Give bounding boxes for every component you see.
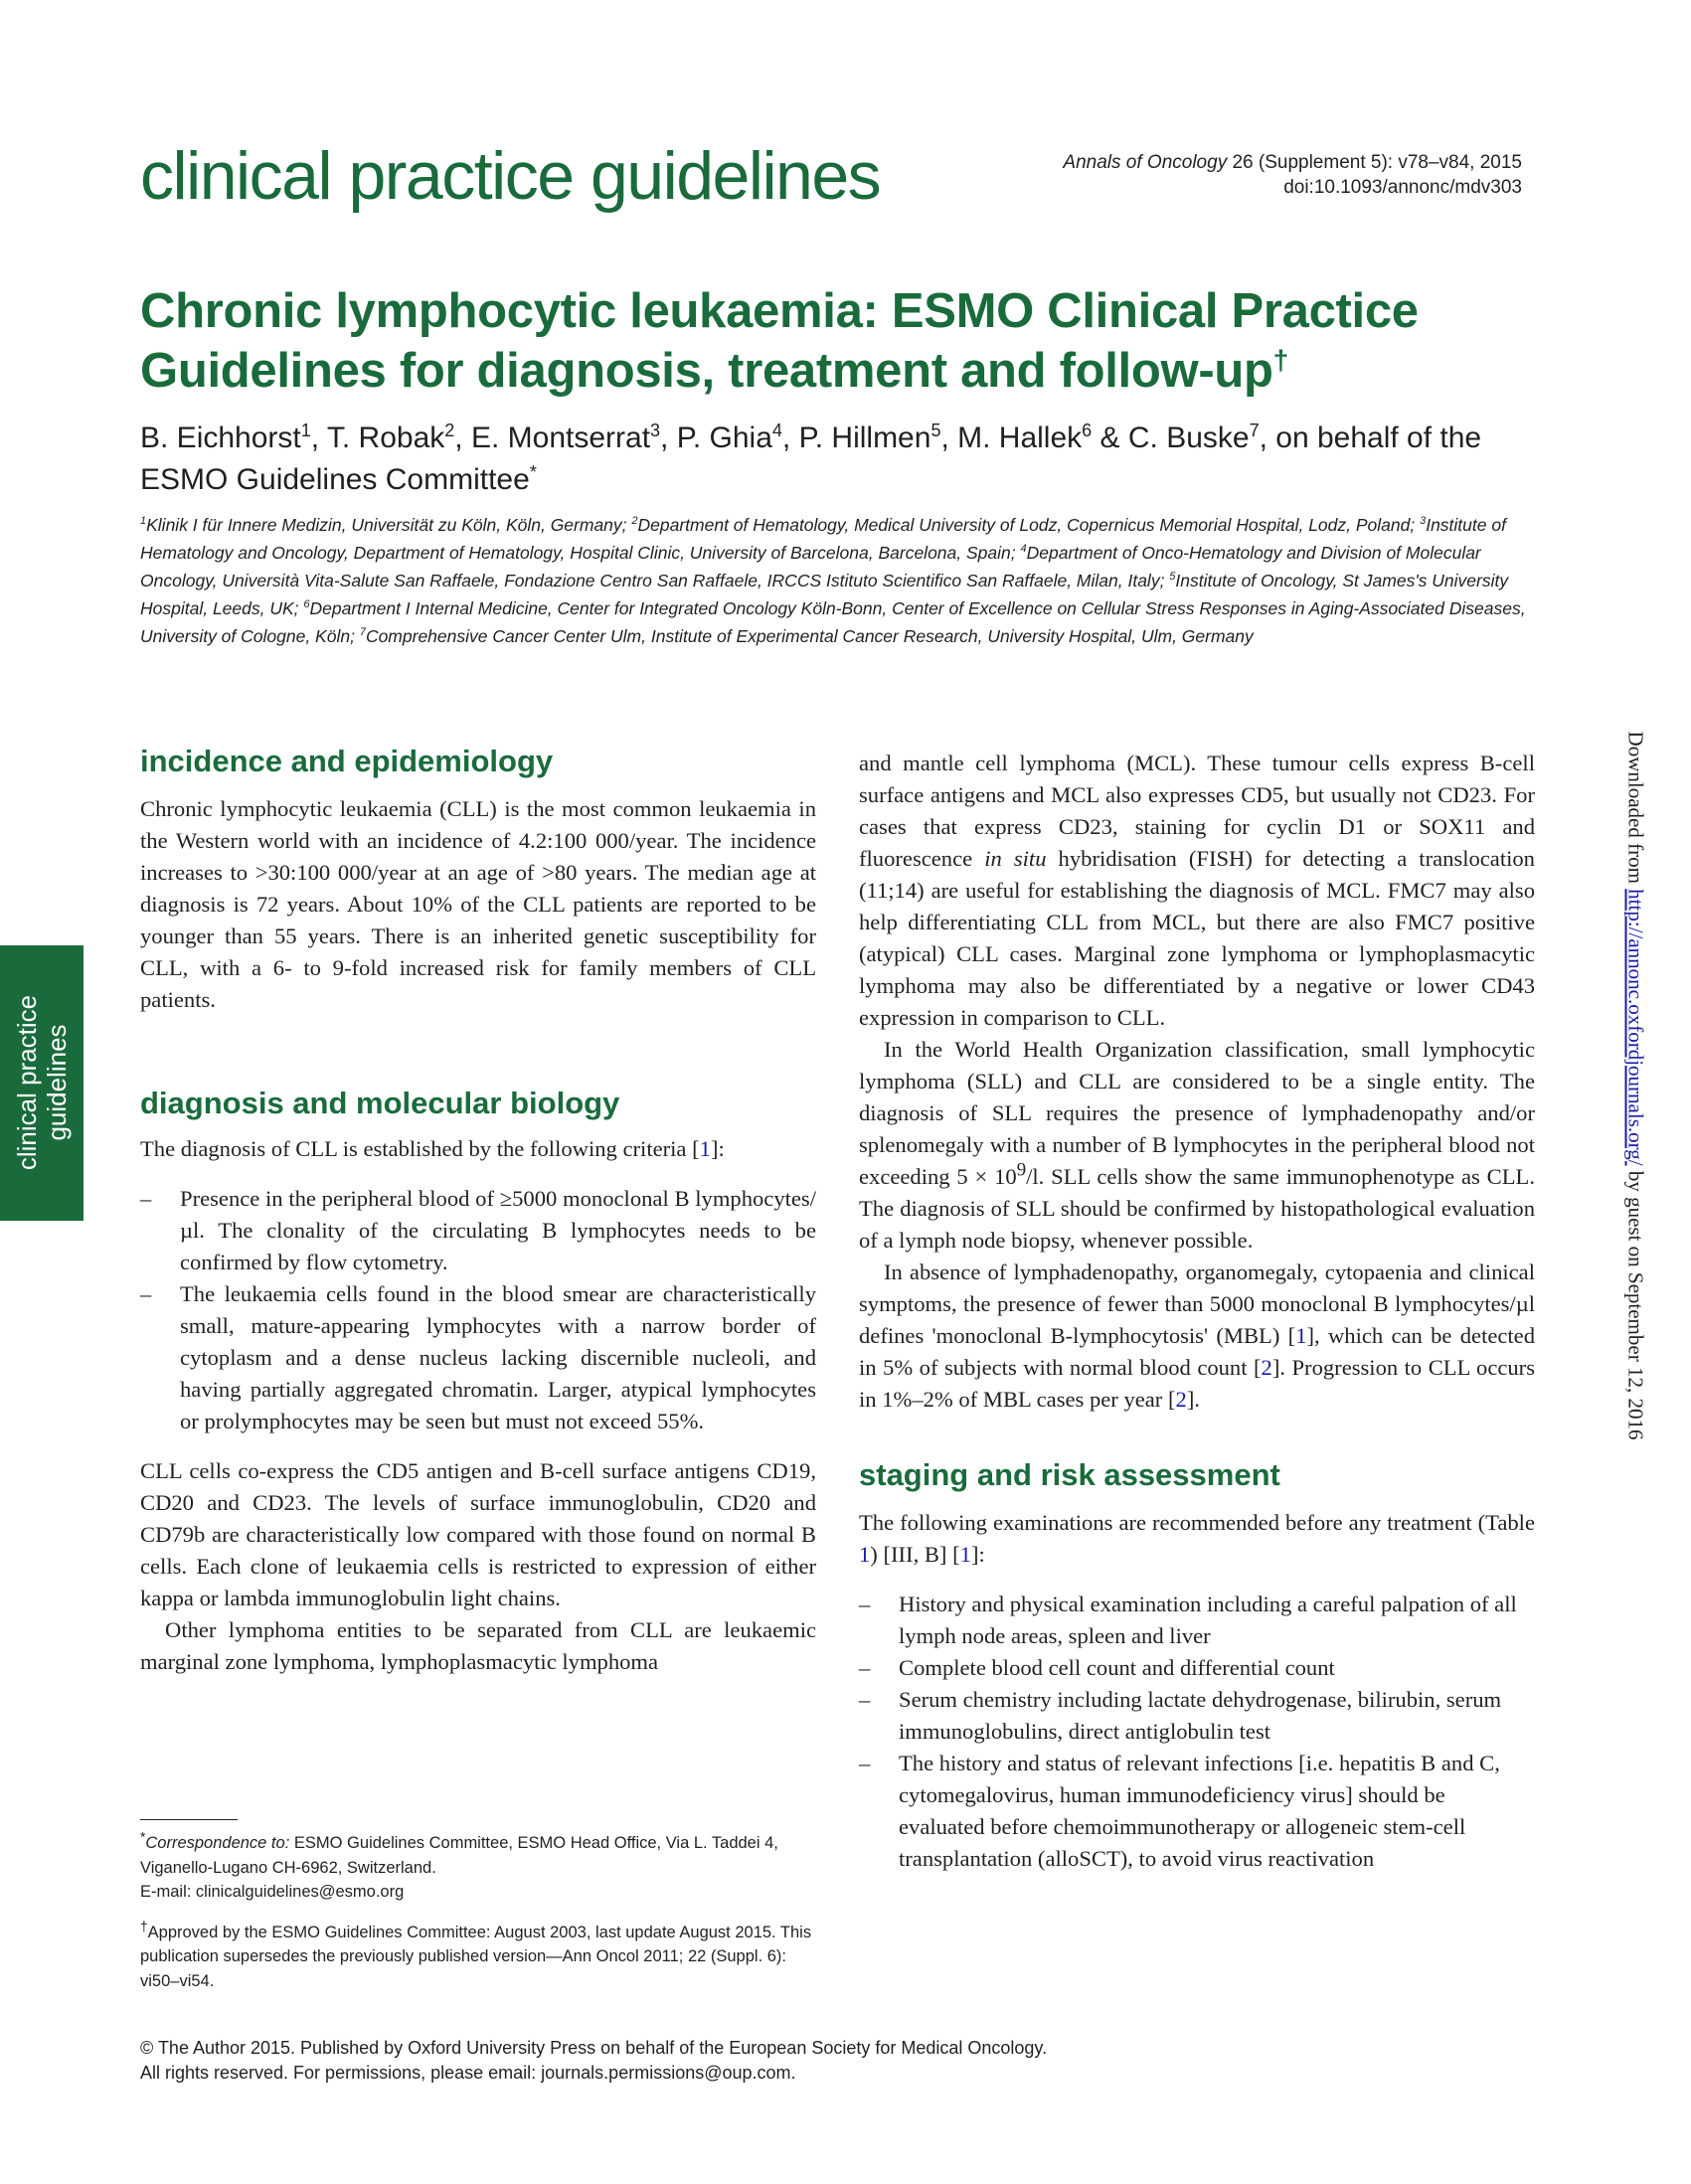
author: B. Eichhorst — [140, 421, 301, 454]
author-affiliation-mark: 4 — [771, 420, 782, 440]
author-separator: , — [454, 421, 471, 454]
approval-footnote — [140, 1921, 816, 1994]
affiliation-number: 3 — [1420, 515, 1427, 528]
side-tab-line: guidelines — [42, 1024, 72, 1141]
section-heading-diagnosis: diagnosis and molecular biology — [140, 1086, 620, 1120]
affiliation: Department of Onco-Hematology and Division of Molecular Oncology, Università Vita-Salute San Raffaele, Fondazione Centro San Raffaele, IRCCS Istituto Scientifico San Raffaele, Milan, Italy; — [140, 543, 1481, 590]
affiliation: Comprehensive Cancer Center Ulm, Institute of Experimental Cancer Research, University Hospital, Ulm, Germany — [365, 626, 1254, 646]
approval-text: Approved by the ESMO Guidelines Committee: August 2003, last update August 2015. This publication supersedes the previously published version—Ann Oncol 2011; 22 (Suppl. 6): vi50–vi54. — [140, 1923, 812, 1990]
list-item: – Serum chemistry including lactate dehydrogenase, bilirubin, serum immunoglobulins, direct antiglobulin test — [859, 1684, 1535, 1748]
text: and mantle cell lymphoma (MCL). These tumour cells express B-cell surface antigens and MCL also expresses CD5, but usually not CD23. For cases that express CD23, staining for cyclin D1 or SOX11 and fluorescence — [859, 751, 1535, 871]
affiliation: Klinik I für Innere Medizin, Universität zu Köln, Köln, Germany; — [146, 515, 632, 535]
text: ]. — [1186, 1387, 1200, 1412]
table-link[interactable]: 1 — [859, 1542, 871, 1567]
author-affiliation-mark: 7 — [1249, 420, 1260, 440]
correspondence-mark[interactable]: * — [529, 462, 537, 482]
author-separator: & — [1092, 421, 1128, 454]
section-heading-staging: staging and risk assessment — [859, 1457, 1280, 1492]
paragraph: Chronic lymphocytic leukaemia (CLL) is the most common leukaemia in the Western world with an incidence of 4.2:100 000/year. The incidence increases to >30:100 000/year at an age of >80 years. The median age at diagnosis is 72 years. About 10% of the CLL patients are reported to be younger than 55 years. There is an inherited genetic susceptibility for CLL, with a 6- to 9-fold increased risk for family members of CLL patients. — [140, 796, 816, 1012]
affiliation: Department of Hematology, Medical University of Lodz, Copernicus Memorial Hospital, Lodz, Poland; — [637, 515, 1421, 535]
reference-link[interactable]: 2 — [1261, 1355, 1272, 1380]
text: ]: — [710, 1136, 725, 1161]
italic-text: in situ — [984, 846, 1047, 871]
author-separator: , — [940, 421, 958, 454]
journal-volume: 26 (Supplement 5): v78–v84, 2015 — [1227, 152, 1522, 173]
text: The following examinations are recommended before any treatment (Table — [859, 1510, 1535, 1535]
author: M. Hallek — [957, 421, 1083, 454]
criteria-list — [140, 1183, 816, 1437]
download-suffix: by guest on September 12, 2016 — [1623, 1165, 1648, 1440]
article-title — [140, 281, 1552, 401]
author-separator: , — [660, 421, 677, 454]
author: C. Buske — [1127, 421, 1250, 454]
author: E. Montserrat — [470, 421, 651, 454]
correspondence-text: ESMO Guidelines Committee, ESMO Head Office, Via L. Taddei 4, Viganello-Lugano CH-6962, Switzerland. — [140, 1834, 778, 1877]
author: T. Robak — [326, 421, 445, 454]
affiliations — [140, 511, 1542, 650]
copyright — [140, 2036, 1234, 2086]
paragraph — [859, 1507, 1535, 1571]
text: ]: — [970, 1542, 985, 1567]
paragraph — [859, 1257, 1535, 1416]
affiliation-number: 6 — [303, 598, 310, 611]
author-separator: , — [310, 421, 327, 454]
list-item: – Complete blood cell count and differential count — [859, 1652, 1535, 1684]
author-affiliation-mark: 6 — [1082, 420, 1093, 440]
paragraph — [140, 1133, 816, 1165]
affiliation: Institute of Oncology, St James's University Hospital, Leeds, UK; — [140, 571, 1509, 618]
author-separator: , — [781, 421, 799, 454]
article-title-text: Chronic lymphocytic leukaemia: ESMO Clinical Practice Guidelines for diagnosis, treatment and follow-up — [140, 284, 1419, 398]
text: hybridisation (FISH) for detecting a translocation (11;14) are useful for establishing the diagnosis of MCL. FMC7 may also help differentiating CLL from MCL, but there are also FMC7 positive (atypical) CLL cases. Marginal zone lymphoma or lymphoplasmacytic lymphoma may also be differentiated by a negative or lower CD43 expression in comparison to CLL. — [859, 846, 1535, 1030]
affiliation-number: 4 — [1020, 543, 1027, 556]
text: /l. SLL cells show the same immunophenotype as CLL. The diagnosis of SLL should be confirmed by histopathological evaluation of a lymph node biopsy, whenever possible. — [859, 1164, 1535, 1253]
side-tab — [0, 945, 84, 1221]
text: The diagnosis of CLL is established by the following criteria [ — [140, 1136, 700, 1161]
copyright-line: © The Author 2015. Published by Oxford University Press on behalf of the European Society for Medical Oncology. — [140, 2038, 1048, 2058]
text: In the World Health Organization classification, small lymphocytic lymphoma (SLL) and CLL are considered to be a single entity. The diagnosis of SLL requires the presence of lymphadenopathy and/or splenomegaly with a number of B lymphocytes in the peripheral blood not exceeding 5 × 10 — [859, 1037, 1535, 1189]
right-column — [859, 748, 1535, 1875]
reference-link[interactable]: 1 — [1295, 1323, 1307, 1348]
text: ) [III, B] [ — [870, 1542, 960, 1567]
text: In absence of lymphadenopathy, organomegaly, cytopaenia and clinical symptoms, the presence of fewer than 5000 monoclonal B lymphocytes/µl defines 'monoclonal B-lymphocytosis' (MBL) [ — [859, 1260, 1535, 1348]
correspondence-label: Correspondence to: — [145, 1834, 290, 1852]
journal-name: Annals of Oncology — [1063, 152, 1228, 173]
author: P. Ghia — [676, 421, 772, 454]
affiliation-number: 7 — [359, 626, 366, 639]
affiliation-number: 2 — [631, 515, 638, 528]
footnote-divider — [140, 1819, 238, 1820]
paragraph — [859, 1034, 1535, 1257]
reference-link[interactable]: 1 — [959, 1542, 971, 1567]
author-affiliation-mark: 3 — [650, 420, 661, 440]
text: ], which can be detected in 5% of subjects with normal blood count [ — [859, 1323, 1536, 1380]
paragraph: Other lymphoma entities to be separated from CLL are leukaemic marginal zone lymphoma, lymphoplasmacytic lymphoma — [140, 1617, 816, 1674]
list-item: – History and physical examination including a careful palpation of all lymph node areas, spleen and liver — [859, 1589, 1535, 1652]
text: ]. Progression to CLL occurs in 1%–2% of MBL cases per year [ — [859, 1355, 1535, 1412]
list-item: – The history and status of relevant infections [i.e. hepatitis B and C, cytomegalovirus, human immunodeficiency virus] should be evaluated before chemoimmunotherapy or allogeneic stem-cell transplantation (alloSCT), to avoid virus reactivation — [859, 1748, 1535, 1875]
journal-citation — [1063, 150, 1522, 175]
side-tab-label — [12, 995, 72, 1170]
download-link[interactable]: http://annonc.oxfordjournals.org/ — [1623, 889, 1648, 1166]
author-affiliation-mark: 1 — [300, 420, 311, 440]
author-separator: , on behalf of the ESMO Guidelines Committee — [140, 421, 1482, 496]
correspondence-email[interactable]: E-mail: clinicalguidelines@esmo.org — [140, 1883, 405, 1901]
affiliation-number: 1 — [140, 515, 147, 528]
paragraph — [859, 748, 1535, 1034]
footnote-mark: † — [140, 1919, 148, 1933]
doi[interactable]: doi:10.1093/annonc/mdv303 — [1283, 177, 1522, 198]
copyright-line: All rights reserved. For permissions, please email: journals.permissions@oup.com. — [140, 2063, 796, 2083]
exponent: 9 — [1016, 1159, 1027, 1181]
left-column — [140, 742, 816, 1678]
affiliation-number: 5 — [1169, 571, 1176, 584]
list-item: – Presence in the peripheral blood of ≥5000 monoclonal B lymphocytes/µl. The clonality of the circulating B lymphocytes needs to be confirmed by flow cytometry. — [140, 1183, 816, 1278]
reference-link[interactable]: 2 — [1175, 1387, 1187, 1412]
paragraph: CLL cells co-express the CD5 antigen and B-cell surface antigens CD19, CD20 and CD23. The levels of surface immunoglobulin, CD20 and CD79b are characteristically low compared with those found on normal B cells. Each clone of leukaemia cells is restricted to expression of either kappa or lambda immunoglobulin light chains. — [140, 1458, 816, 1610]
affiliation: Department I Internal Medicine, Center for Integrated Oncology Köln-Bonn, Center of Excellence on Cellular Stress Responses in Aging-Associated Diseases, University of Cologne, Köln; — [140, 598, 1526, 646]
reference-link[interactable]: 1 — [699, 1136, 711, 1161]
author: P. Hillmen — [798, 421, 931, 454]
list-item: – The leukaemia cells found in the blood smear are characteristically small, mature-appearing lymphocytes with a narrow border of cytoplasm and a dense nucleus lacking discernible nucleoli, and having partially aggregated chromatin. Larger, atypical lymphocytes or prolymphocytes may be seen but must not exceed 55%. — [140, 1278, 816, 1437]
journal-info — [1063, 150, 1522, 200]
title-footnote-mark[interactable]: † — [1272, 344, 1288, 376]
download-prefix: Downloaded from — [1623, 731, 1648, 890]
affiliation: Institute of Hematology and Oncology, Department of Hematology, Hospital Clinic, University of Barcelona, Barcelona, Spain; — [140, 515, 1506, 563]
correspondence-footnote — [140, 1831, 816, 1880]
examinations-list — [859, 1589, 1535, 1875]
side-tab-line: clinical practice — [12, 994, 42, 1171]
author-affiliation-mark: 5 — [930, 420, 941, 440]
footnote-mark: * — [140, 1829, 146, 1845]
author-list — [140, 418, 1552, 501]
section-label: clinical practice guidelines — [140, 138, 881, 214]
author-affiliation-mark: 2 — [444, 420, 455, 440]
download-note — [1623, 732, 1648, 1440]
section-heading-incidence: incidence and epidemiology — [140, 744, 554, 778]
footnotes — [140, 1831, 816, 1993]
